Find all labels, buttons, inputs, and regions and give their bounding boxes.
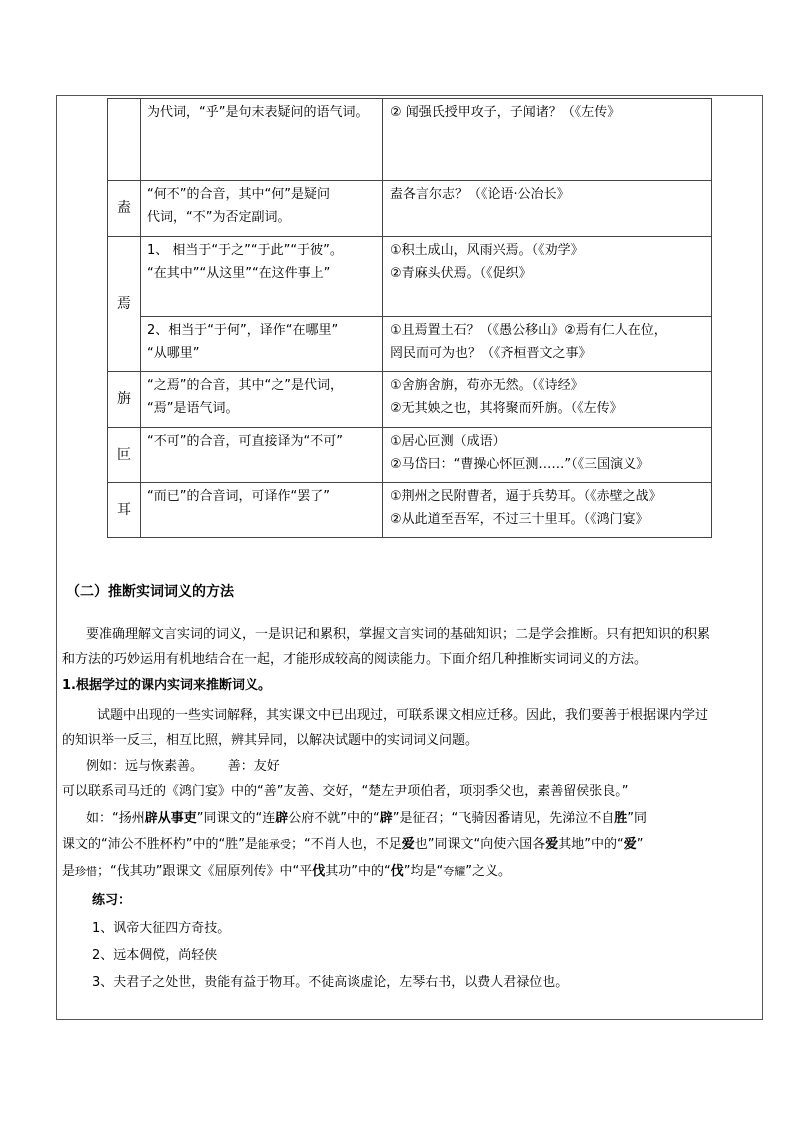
example-cell (383, 317, 712, 372)
explanation-line: 代词，“不”为否定副词。 (147, 210, 291, 225)
practice-item: 3、夫君子之处世，贵能有益于物耳。不徒高谈虚论，左琴右书，以费人君禄位也。 (92, 975, 569, 990)
table-row (108, 181, 712, 237)
example-line: ①舍旃舍旃，苟亦无然。（《诗经》 (390, 378, 584, 393)
text-run: 也”同课文“向使六国各 (414, 837, 546, 852)
practice-item: 1、讽帝大征四方奇技。 (92, 921, 231, 936)
example-line: ①且焉置土石？（《愚公移山》②焉有仁人在位， (390, 323, 667, 338)
bold-run: 伐 (390, 864, 404, 879)
example-line: ①积土成山，风雨兴焉。（《劝学》 (390, 243, 584, 258)
explanation-cell (141, 428, 383, 483)
text-run: 课文的“沛公不胜杯杓”中的“胜”是 (62, 837, 258, 852)
explanation-line: “在其中”“从这里”“在这件事上” (147, 266, 331, 281)
table-row (108, 99, 712, 181)
text-run: ”均是“ (403, 864, 444, 879)
explanation-cell (141, 483, 383, 538)
explanation-cell (141, 99, 383, 181)
example-link-line: 可以联系司马迁的《鸿门宴》中的“善”友善、交好，“楚左尹项伯者，项羽季父也，素善留侯张良。” (62, 784, 629, 799)
char-cell (108, 99, 141, 181)
char-cell: 叵 (108, 428, 141, 483)
note-run: 能承受 (257, 838, 291, 851)
explanation-line: “不可”的合音，可直接译为“不可” (147, 434, 343, 449)
explanation-line: 为代词，“乎”是句末表疑问的语气词。 (147, 105, 369, 120)
example-line: 罔民而可为也？（《齐桓晋文之事》 (390, 346, 592, 361)
explanation-line: 2、相当于“于何”，译作“在哪里” (147, 323, 339, 338)
text-run: ”之义。 (465, 864, 511, 879)
example-line: ②从此道至吾军，不过三十里耳。（《鸿门宴》 (390, 512, 649, 527)
example-line: ②马岱曰：“曹操心怀叵测……”（《三国演义》 (390, 457, 650, 472)
text-run: 公府不就”中的“ (288, 811, 380, 826)
explanation-line: “之焉”的合音，其中“之”是代词， (147, 378, 343, 393)
table-row (108, 237, 712, 317)
explanation-cell (141, 372, 383, 428)
text-run: ”同 (627, 811, 648, 826)
table-row (108, 483, 712, 538)
example-cell (383, 99, 712, 181)
example-cell (383, 237, 712, 317)
explanation-line: “何不”的合音，其中“何”是疑问 (147, 187, 330, 202)
char-cell: 盍 (108, 181, 141, 237)
explanation-line: “焉”是语气词。 (147, 401, 239, 416)
explanation-line: “而已”的合音词，可译作“罢了” (147, 489, 330, 504)
bold-run: 爱 (401, 837, 415, 852)
explanation-line: “从哪里” (147, 346, 200, 361)
example2-line (62, 860, 511, 879)
example-line: ②无其姎之也，其将聚而歼旃。（《左传》 (390, 401, 623, 416)
intro-line: 要准确理解文言实词的词义，一是识记和累积，掌握文言实词的基础知识；二是学会推断。只有把知识的积累 (86, 627, 711, 642)
explanation-cell (141, 317, 383, 372)
example2-line (62, 833, 643, 852)
text-run: ；“不肖人也，不足 (290, 837, 402, 852)
table-row (108, 428, 712, 483)
table-row (108, 317, 712, 372)
explanation-cell (141, 237, 383, 317)
method-desc-line: 试题中出现的一些实词解释，其实课文中已出现过，可联系课文相应迁移。因此，我们要善于根据课内学过 (97, 708, 709, 723)
example-line: ①居心叵测（成语） (390, 434, 506, 449)
bold-run: 辟 (379, 811, 393, 826)
explanation-line: 1、 相当于“于之”“于此”“于彼”。 (147, 243, 343, 258)
char-cell: 焉 (108, 237, 141, 372)
char-cell: 耳 (108, 483, 141, 538)
example-cell (383, 428, 712, 483)
bold-run: 伐 (312, 864, 326, 879)
note-run: 珍惜 (75, 865, 98, 878)
text-run: ” (636, 837, 644, 852)
practice-title: 练习： (92, 893, 132, 908)
bold-run: 辟 (275, 811, 289, 826)
method-heading: 1.根据学过的课内实词来推断词义。 (62, 678, 271, 693)
example-cell (383, 181, 712, 237)
method-desc-line: 的知识举一反三，相互比照，辨其异同，以解决试题中的实词词义问题。 (62, 733, 479, 748)
practice-item: 2、远本倜傥，尚轻侠 (92, 948, 218, 963)
text-run: 是 (62, 864, 76, 879)
bold-run: 辟从事吏 (144, 811, 197, 826)
text-run: 其功”中的“ (325, 864, 391, 879)
text-run: 如：“扬州 (86, 811, 145, 826)
section-heading: （二）推断实词词义的方法 (66, 584, 234, 600)
intro-line: 和方法的巧妙运用有机地结合在一起，才能形成较高的阅读能力。下面介绍几种推断实词词义的方法。 (62, 652, 648, 667)
example-line: ②青麻头伏焉。（《促织》 (390, 266, 532, 281)
example-line: ② 闻强氏授甲攻子，子闻诸？（《左传》 (390, 105, 621, 120)
text-run: ”同课文的“连 (196, 811, 276, 826)
example-line: ①荆州之民附曹者，逼于兵势耳。（《赤壁之战》 (390, 489, 662, 504)
explanation-cell (141, 181, 383, 237)
table-row (108, 372, 712, 428)
example-cell (383, 483, 712, 538)
example-cell (383, 372, 712, 428)
example-line: 例如：远与恢素善。 善：友好 (86, 759, 280, 774)
char-cell: 旃 (108, 372, 141, 428)
bold-run: 胜 (614, 811, 628, 826)
text-run: ”是征召；“飞骑因番请见，先涕泣不自 (392, 811, 615, 826)
text-run: 其地”中的“ (558, 837, 624, 852)
example2-line (86, 807, 647, 826)
text-run: ；“伐其功”跟课文《屈原列传》中“平 (97, 864, 313, 879)
bold-run: 爱 (623, 837, 637, 852)
merged-word-table (107, 98, 712, 538)
note-run: 夸耀 (443, 865, 466, 878)
example-line: 盍各言尔志？（《论语·公冶长》 (390, 187, 570, 202)
bold-run: 爱 (545, 837, 559, 852)
